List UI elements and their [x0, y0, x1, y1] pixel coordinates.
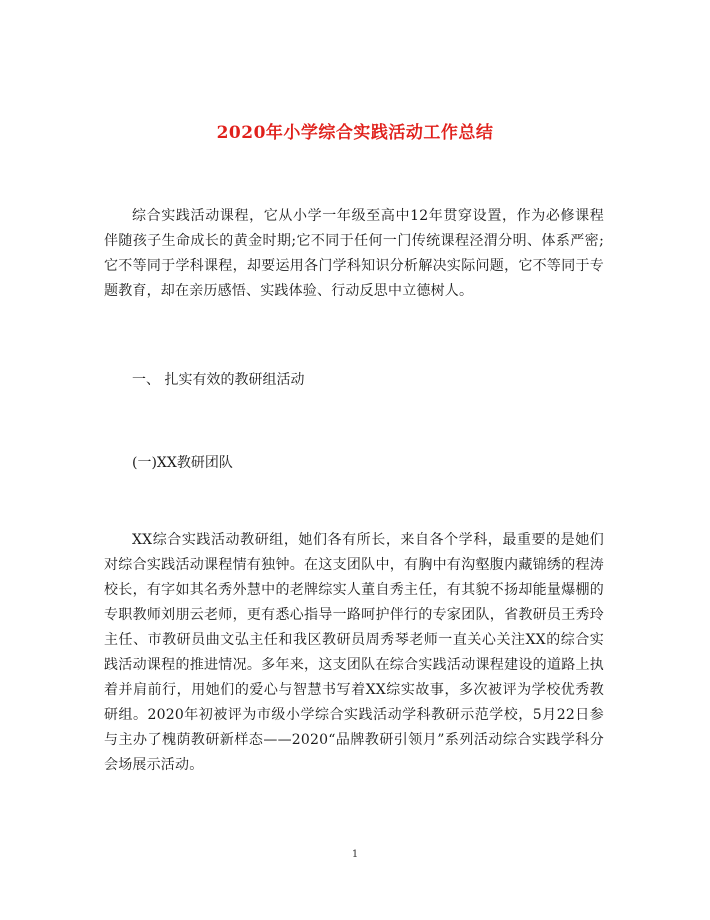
document-title: 2020年小学综合实践活动工作总结 [216, 123, 494, 143]
intro-paragraph: 综合实践活动课程，它从小学一年级至高中12年贯穿设置，作为必修课程伴随孩子生命成长的黄金时期;它不同于任何一门传统课程泾渭分明、体系严密;它不等同于学科课程，却要运用各门学科知识分析解决实际问题，它不等同于专题教育，却在亲历感悟、实践体验、行动反思中立德树人。 [104, 208, 604, 299]
body-paragraph: XX综合实践活动教研组，她们各有所长，来自各个学科，最重要的是她们对综合实践活动课程情有独钟。在这支团队中，有胸中有沟壑腹内藏锦绣的程涛校长，有字如其名秀外慧中的老牌综实人董自秀主任，有其貌不扬却能量爆棚的专职教师刘朋云老师，更有悉心指导一路呵护伴行的专家团队，省教研员王秀玲主任、市教研员曲文弘主任和我区教研员周秀琴老师一直关心关注XX的综合实践活动课程的推进情况。多年来，这支团队在综合实践活动课程建设的道路上执着并肩前行，用她们的爱心与智慧书写着XX综实故事，多次被评为学校优秀教研组。2020年初被评为市级小学综合实践活动学科教研示范学校，5月22日参与主办了槐荫教研新样态——2020“品牌教研引领月”系列活动综合实践学科分会场展示活动。 [104, 532, 604, 773]
section-heading: 一、 扎实有效的教研组活动 [132, 372, 305, 388]
page-number: 1 [351, 849, 359, 860]
subsection-heading: (一)XX教研团队 [132, 455, 233, 471]
